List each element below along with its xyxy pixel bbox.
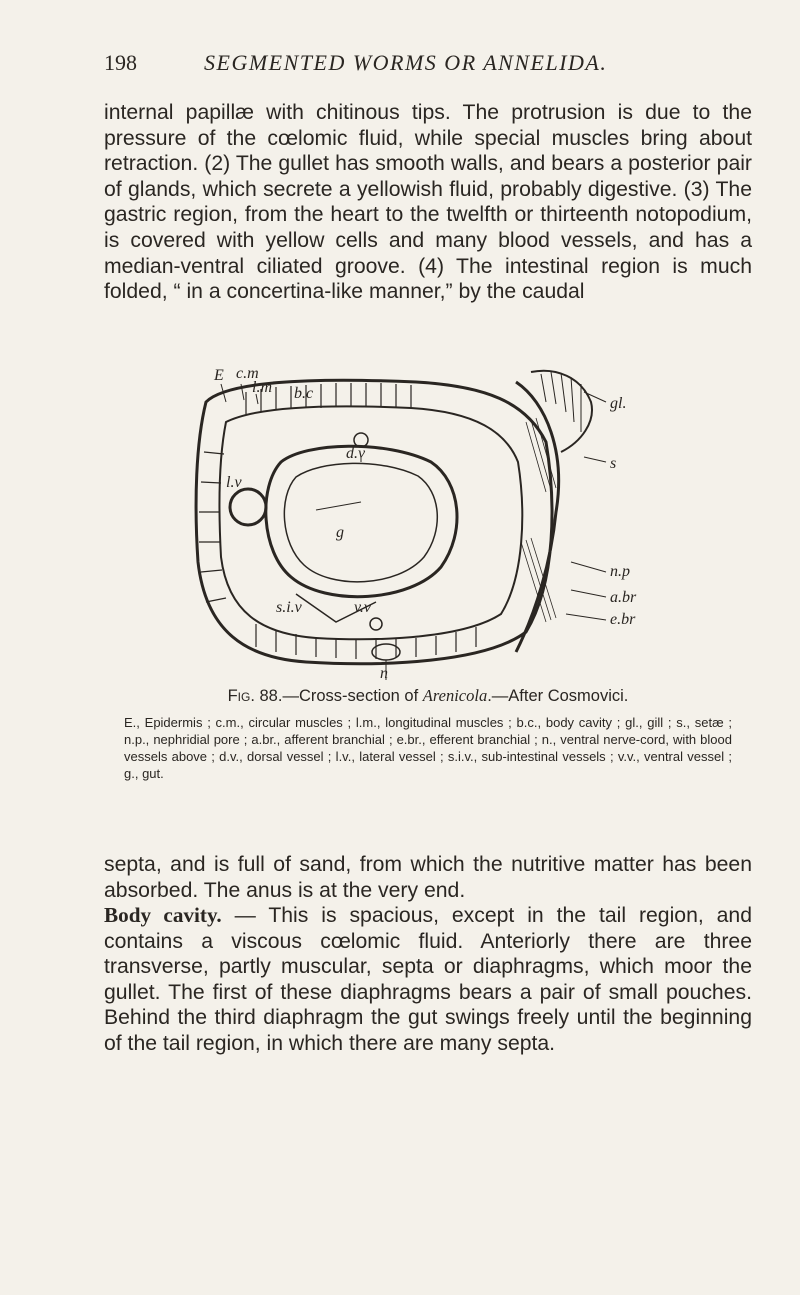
label-circular-muscles: c.m (236, 365, 259, 382)
page-header (104, 50, 764, 82)
label-setae: s (610, 455, 617, 472)
section-heading-body-cavity: Body cavity. (104, 903, 222, 927)
heading-dash: — (221, 904, 269, 927)
caption-text-part2: .—After Cosmovici. (487, 687, 629, 705)
body-wall-outer (196, 380, 552, 663)
label-lateral-vessel: l.v (226, 474, 242, 491)
running-title: SEGMENTED WORMS OR ANNELIDA. (204, 50, 608, 75)
gut-wall (266, 446, 457, 596)
ventral-vessel-shape (370, 618, 382, 630)
gill-shape (531, 371, 592, 452)
label-afferent-branchial: a.br (610, 589, 637, 606)
label-longitudinal-muscles: l.m (252, 379, 272, 396)
label-body-cavity: b.c (294, 385, 314, 402)
cross-section-figure (186, 362, 672, 682)
label-efferent-branchial: e.br (610, 611, 636, 628)
page-number: 198 (104, 50, 137, 75)
label-dorsal-vessel: d.v (346, 445, 366, 462)
label-nephridial-pore: n.p (610, 563, 630, 580)
arenicola-cross-section-illustration (186, 362, 672, 682)
label-gut: g (336, 524, 344, 541)
figure-legend: E., Epidermis ; c.m., circular muscles ; l.m., longitudinal muscles ; b.c., body cavity ; gl., gill ; s., setæ ; n.p., nephridial pore ; a.br., afferent branchial ; e.br., efferent branchial ; n., ventral nerve-cord, with blood vessels above ; d.v., dorsal vessel ; l.v., lateral vessel ; s.i.v., sub-intestinal vessels ; v.v., ventral vessel ; g., gut. (124, 715, 732, 781)
paragraph-gut-description: internal papillæ with chitinous tips. The protrusion is due to the pressure of the cœlomic fluid, while special muscles bring about retraction. (2) The gullet has smooth walls, and bears a posterior pair of glands, which secrete a yellowish fluid, probably digestive. (3) The gastric region, from the heart to the twelfth or thirteenth notopodium, is covered with yellow cells and many blood vessels, and has a median-ventral ciliated groove. (4) The intestinal region is much folded, “ in a concertina-like manner,” by the caudal (104, 101, 752, 304)
body-cavity-text: This is spacious, except in the tail region, and contains a viscous cœlomic fluid. Anteriorly there are three transverse, partly muscular, septa or diaphragms, which moor the gullet. The first of these diaphragms bears a pair of small pouches. Behind the third diaphragm the gut swings freely until the beginning of the tail region, in which there are many septa. (104, 904, 752, 1055)
gut-lumen (284, 463, 437, 581)
figure-caption (104, 686, 752, 706)
figure-number: Fig. 88. (227, 687, 283, 705)
lateral-vessel-shape (230, 489, 266, 525)
longitudinal-muscle-bands (199, 383, 476, 659)
caption-species: Arenicola (422, 686, 488, 705)
label-epidermis: E (214, 367, 224, 384)
paragraph-body-cavity (104, 903, 752, 1057)
caption-text-part1: —Cross-section of (282, 687, 423, 705)
label-sub-intestinal-vessels: s.i.v (276, 599, 302, 616)
paragraph-anus: septa, and is full of sand, from which the nutritive matter has been absorbed. The anus is at the very end. (104, 853, 752, 902)
label-nerve-cord: n (380, 665, 388, 682)
label-gill: gl. (610, 395, 627, 412)
label-ventral-vessel: v.v (354, 599, 372, 616)
